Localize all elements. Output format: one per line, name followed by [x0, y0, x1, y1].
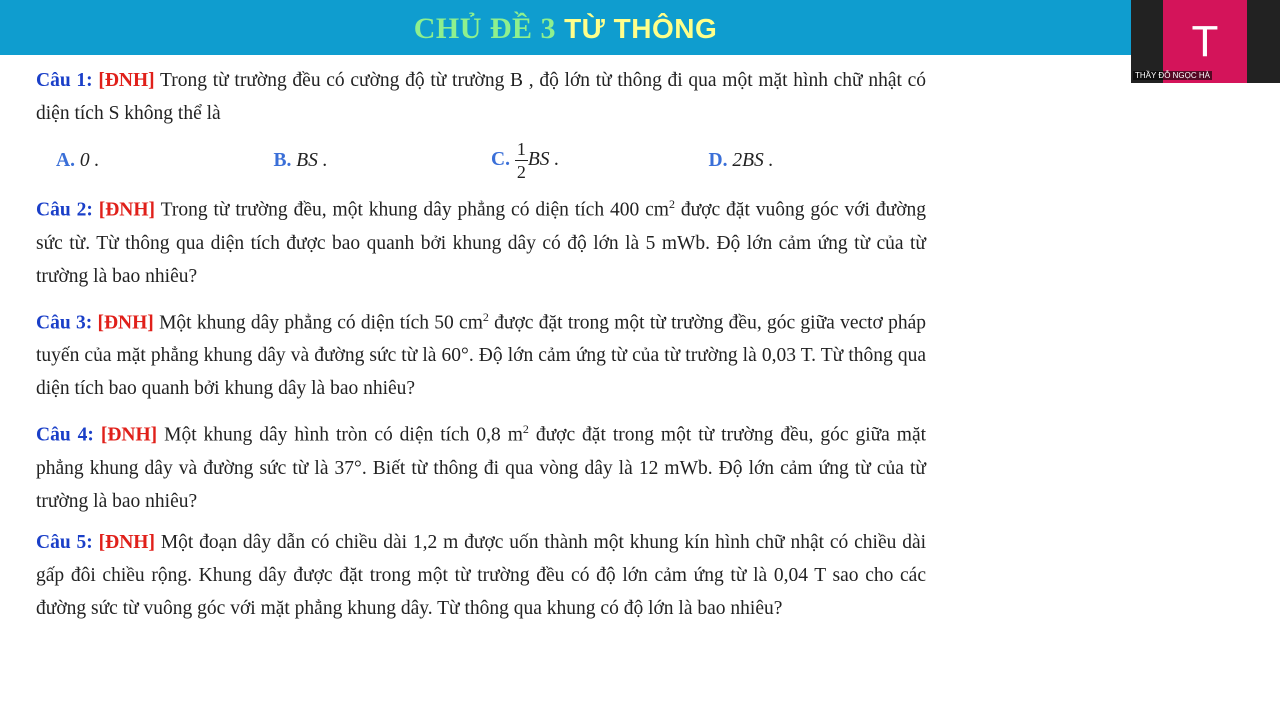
question-2: Câu 2: [ĐNH] Trong từ trường đều, một khung dây phẳng có diện tích 400 $cm^2$ được đặt vuông góc với đường sức từ. Từ thông qua diện tích được bao quanh bởi khung dây có độ lớn là 5 mWb. Độ lớn cảm ứng từ của từ trường là bao nhiêu?: [36, 197, 927, 287]
fraction: $\frac{1}{2}$: [516, 138, 526, 182]
answer-c[interactable]: C. $\frac{1}{2}$ BS .: [491, 138, 560, 182]
page-title: CHỦ ĐỀ 3 TỪ THÔNG: [413, 12, 718, 45]
answer-b[interactable]: B. BS .: [273, 149, 328, 171]
presenter-name: THẦY ĐỖ NGỌC HÀ: [1135, 71, 1210, 80]
question-1: Câu 1: [ĐNH] Trong từ trường đều có cường độ từ trường B , độ lớn từ thông đi qua một mặt hình chữ nhật có diện tích S không thể là: [36, 70, 927, 124]
answer-options: [56, 138, 926, 182]
question-list: [36, 64, 926, 633]
answer-a[interactable]: A. 0 .: [56, 149, 100, 171]
answer-d[interactable]: D. 2BS .: [708, 149, 774, 171]
question-3: Câu 3: [ĐNH] Một khung dây phẳng có diện tích 50 $cm^2$ được đặt trong một từ trường đều, góc giữa vectơ pháp tuyến của mặt phẳng khung dây và đường sức từ là 60°. Độ lớn cảm ứng từ của từ trường là 0,03 T. Từ thông qua diện tích bao quanh bởi khung dây là bao nhiêu?: [36, 309, 927, 399]
question-5: Câu 5: [ĐNH] Một đoạn dây dẫn có chiều dài 1,2 m được uốn thành một khung kín hình chữ nhật có chiều dài gấp đôi chiều rộng. Khung dây được đặt trong một từ trường đều có độ lớn cảm ứng từ là 0,04 T sao cho các đường sức từ vuông góc với mặt phẳng khung dây. Từ thông qua khung có độ lớn là bao nhiêu?: [36, 531, 927, 619]
presenter-video: [1131, 0, 1280, 83]
presenter-avatar: T: [1163, 0, 1247, 83]
title-bar: [0, 0, 1131, 55]
question-4: Câu 4: [ĐNH] Một khung dây hình tròn có diện tích 0,8 $m^2$ được đặt trong một từ trường đều, góc giữa mặt phẳng khung dây và đường sức từ là 37°. Biết từ thông đi qua vòng dây là 12 mWb. Độ lớn cảm ứng từ của từ trường là bao nhiêu?: [36, 422, 927, 512]
